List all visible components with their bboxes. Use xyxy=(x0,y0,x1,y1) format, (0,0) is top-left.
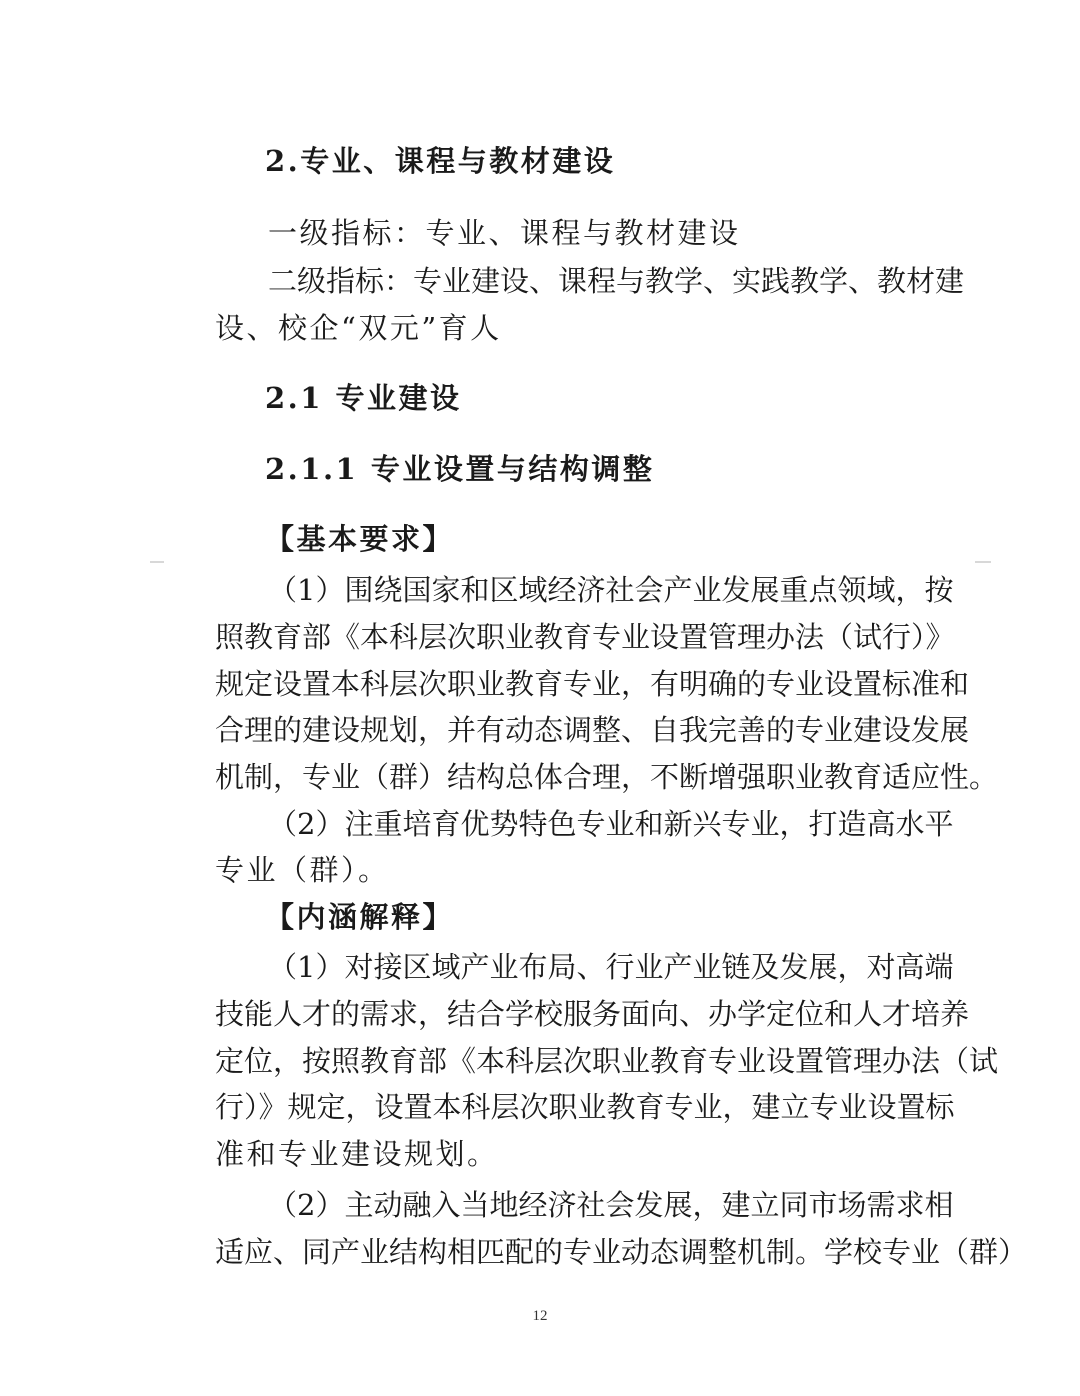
paragraph-line: 准和专业建设规划。 xyxy=(215,1137,499,1171)
paragraph-line: 专业（群）。 xyxy=(215,853,390,887)
paragraph-line: （2）主动融入当地经济社会发展，建立同市场需求相 xyxy=(268,1188,954,1222)
paragraph-line: 行）》规定，设置本科层次职业教育专业，建立专业设置标 xyxy=(215,1090,955,1124)
level2-indicator-line2: 设、校企“双元”育人 xyxy=(215,311,502,345)
paragraph-line: （1）对接区域产业布局、行业产业链及发展，对高端 xyxy=(268,950,954,984)
paragraph-line: 机制，专业（群）结构总体合理，不断增强职业教育适应性。 xyxy=(215,760,999,794)
paragraph-line: 适应、同产业结构相匹配的专业动态调整机制。学校专业（群） xyxy=(215,1235,1028,1269)
level2-indicator-line1: 二级指标：专业建设、课程与教学、实践教学、教材建 xyxy=(268,264,965,298)
scan-mark-right xyxy=(975,561,991,563)
paragraph-line: （1）围绕国家和区域经济社会产业发展重点领域，按 xyxy=(268,573,954,607)
basic-requirements-title: 【基本要求】 xyxy=(265,522,455,556)
paragraph-line: 技能人才的需求，结合学校服务面向、办学定位和人才培养 xyxy=(215,997,970,1031)
page-number: 12 xyxy=(532,1308,548,1324)
paragraph-line: （2）注重培育优势特色专业和新兴专业，打造高水平 xyxy=(268,807,954,841)
paragraph-line: 规定设置本科层次职业教育专业，有明确的专业设置标准和 xyxy=(215,667,970,701)
paragraph-line: 照教育部《本科层次职业教育专业设置管理办法（试行）》 xyxy=(215,620,955,654)
paragraph-line: 定位，按照教育部《本科层次职业教育专业设置管理办法（试 xyxy=(215,1044,999,1078)
scan-mark-left xyxy=(150,561,164,563)
connotation-title: 【内涵解释】 xyxy=(265,900,455,934)
section-heading-2-1: 2.1 专业建设 xyxy=(265,381,462,415)
level1-indicator: 一级指标：专业、课程与教材建设 xyxy=(268,216,741,250)
paragraph-line: 合理的建设规划，并有动态调整、自我完善的专业建设发展 xyxy=(215,713,970,747)
section-heading-2-1-1: 2.1.1 专业设置与结构调整 xyxy=(265,452,655,486)
heading-main: 2.专业、课程与教材建设 xyxy=(265,144,616,178)
